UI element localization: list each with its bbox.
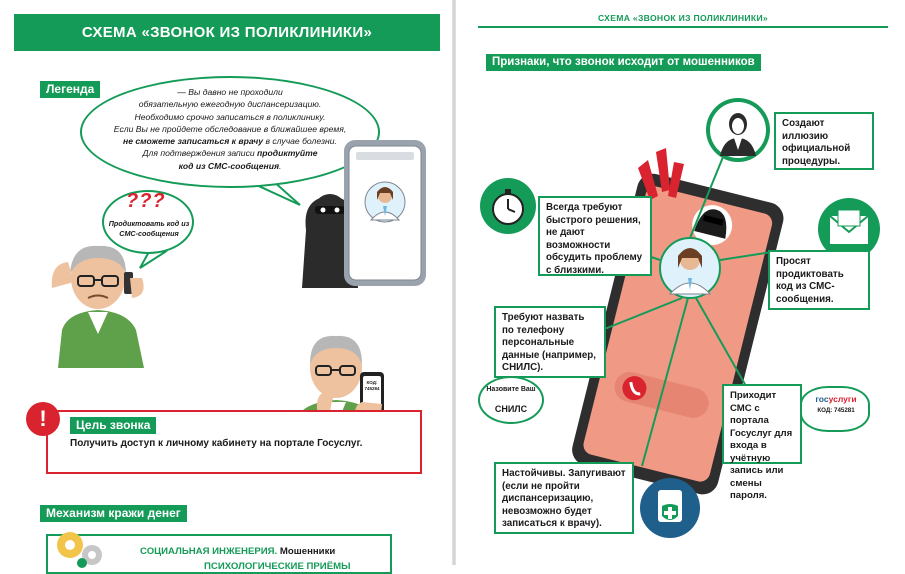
page-title: СХЕМА «ЗВОНОК ИЗ ПОЛИКЛИНИКИ»	[14, 14, 440, 51]
speech-line: обязательную ежегодную диспансеризацию.	[138, 99, 322, 110]
snils-bubble-bottom: СНИЛС	[494, 404, 528, 414]
speech-line: — Вы давно не проходили	[177, 87, 283, 97]
medical-shield-icon	[640, 478, 700, 538]
exclamation-icon: !	[26, 402, 60, 436]
goal-label: Цель звонка	[70, 417, 156, 434]
gosuslugi-logo	[808, 394, 864, 404]
phone-illustration	[300, 138, 430, 288]
gears-icon	[54, 527, 110, 567]
callout-quick-decision: Всегда требуют быстрого решения, не дают возможности обсудить проблему с близкими.	[538, 196, 652, 276]
callout-personal-data: Требуют назвать по телефону персональные данные (например, СНИЛС).	[494, 306, 606, 378]
mechanism-cut-text: ПСИХОЛОГИЧЕСКИЕ ПРИЁМЫ	[204, 561, 351, 572]
speech-line-bold: не сможете записаться к врачу	[123, 136, 264, 147]
speech-line: Если Вы не пройдете обследование в ближайшее время,	[113, 123, 347, 134]
left-page	[0, 0, 452, 572]
speech-line: Для подтверждения записи	[142, 148, 255, 159]
goal-text: Получить доступ к личному кабинету на портале Госуслуг.	[70, 438, 363, 449]
gosuslugi-code: КОД: 745281	[817, 407, 855, 414]
stopwatch-icon	[480, 178, 536, 234]
sms-phone-screen-text: КОД: 745284	[364, 380, 380, 391]
callout-illusion: Создают иллюзию официальной процедуры.	[774, 112, 874, 170]
speech-line: Необходимо срочно записаться в поликлинику.	[134, 111, 326, 122]
mechanism-label: Механизм кражи денег	[40, 505, 187, 522]
speech-line-bold: продиктуйте	[257, 148, 318, 159]
question-bubble-text: Продиктовать код из СМС-сообщения	[108, 219, 190, 238]
speech-line-bold: код из СМС-сообщения	[178, 160, 280, 171]
signs-label: Признаки, что звонок исходит от мошенников	[486, 54, 761, 71]
gosuslugi-logo-a: гос	[815, 394, 829, 404]
gosuslugi-logo-b: услуги	[828, 394, 857, 404]
callout-insist: Настойчивы. Запугивают (если не пройти диспансеризацию, невозможно будет записаться к врачу).	[494, 462, 634, 534]
callout-sms-code: Просят продиктовать код из СМС-сообщения.	[768, 250, 870, 310]
mechanism-plain-text: Мошенники	[279, 546, 336, 557]
speech-line: в случае болезни.	[265, 136, 337, 147]
snils-bubble	[478, 376, 544, 424]
speech-line: .	[279, 160, 282, 171]
worried-man-illustration	[48, 238, 158, 368]
mechanism-text	[140, 546, 335, 557]
snils-bubble-top: Назовите Ваш	[486, 386, 536, 393]
operator-icon	[706, 98, 770, 162]
callout-gosuslugi-sms: Приходит СМС с портала Госуслуг для входа в учётную запись или смены пароля.	[722, 384, 802, 464]
question-marks: ???	[126, 190, 166, 212]
right-page-header: СХЕМА «ЗВОНОК ИЗ ПОЛИКЛИНИКИ»	[598, 13, 768, 23]
header-rule	[478, 26, 888, 28]
mechanism-green-text: СОЦИАЛЬНАЯ ИНЖЕНЕРИЯ.	[140, 546, 278, 557]
legend-label: Легенда	[40, 81, 100, 98]
